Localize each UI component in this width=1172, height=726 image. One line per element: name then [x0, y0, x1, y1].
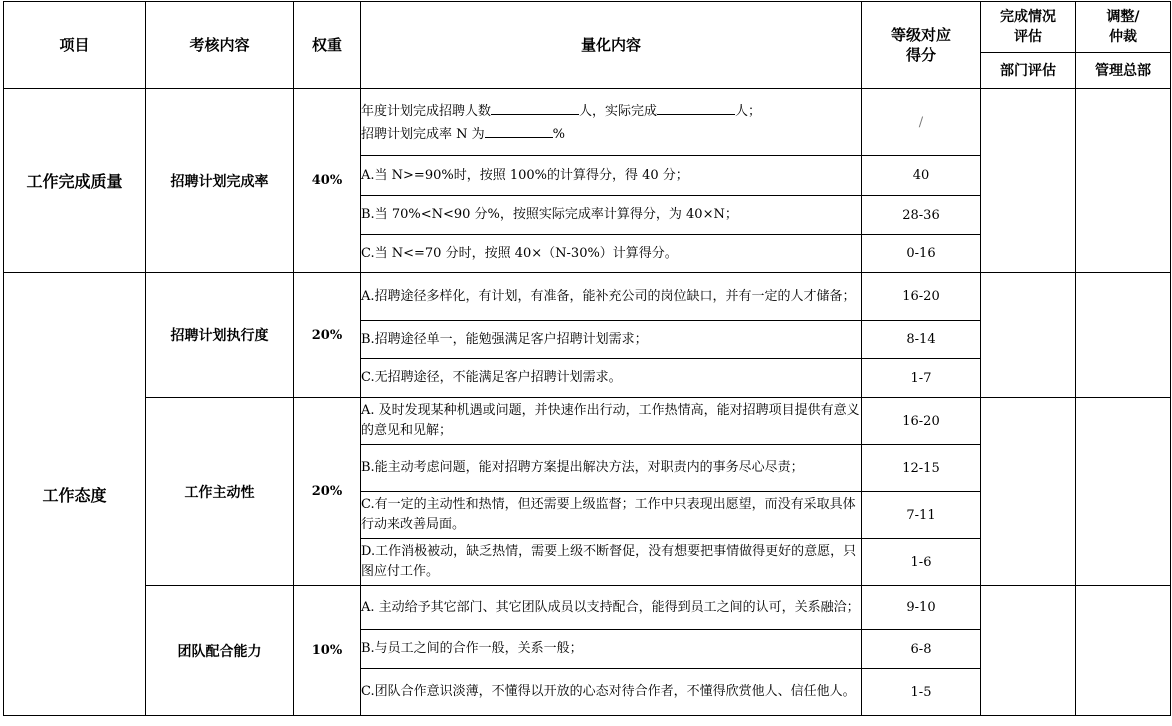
header-dept-eval: 部门评估 — [981, 53, 1076, 89]
score-cell: 16-20 — [862, 398, 981, 445]
header-weight: 权重 — [294, 2, 361, 89]
score-cell: 1-6 — [862, 539, 981, 586]
header-grade — [862, 2, 981, 89]
header-complete — [981, 2, 1076, 53]
header-grade-line2: 得分 — [905, 46, 936, 64]
quant-cell: B.能主动考虑问题，能对招聘方案提出解决方法，对职责内的事务尽心尽责； — [361, 445, 862, 492]
score-cell: 7-11 — [862, 492, 981, 539]
quant-cell: B.当 70%<N<90 分%，按照实际完成率计算得分，为 40×N； — [361, 196, 862, 235]
hq-cell[interactable] — [1076, 273, 1171, 398]
blank-rate — [485, 122, 553, 138]
plan-text-c: 人； — [735, 104, 762, 119]
dept-eval-cell[interactable] — [981, 398, 1076, 586]
criterion-cell: 招聘计划完成率 — [146, 89, 294, 273]
header-adjust — [1076, 2, 1171, 53]
criterion-cell: 团队配合能力 — [146, 586, 294, 716]
header-hq: 管理总部 — [1076, 53, 1171, 89]
quant-cell: A.招聘途径多样化，有计划，有准备，能补充公司的岗位缺口，并有一定的人才储备； — [361, 273, 862, 321]
score-cell: 12-15 — [862, 445, 981, 492]
hq-cell[interactable] — [1076, 398, 1171, 586]
header-complete-line2: 评估 — [1014, 29, 1042, 45]
hq-cell[interactable] — [1076, 89, 1171, 273]
item-cell: 工作态度 — [4, 273, 146, 716]
plan-line-1 — [361, 99, 861, 122]
hq-cell[interactable] — [1076, 586, 1171, 716]
blank-actual-count — [657, 99, 735, 115]
dept-eval-cell[interactable] — [981, 586, 1076, 716]
header-content: 考核内容 — [146, 2, 294, 89]
table-row — [4, 398, 1171, 445]
header-item: 项目 — [4, 2, 146, 89]
quant-cell: A.当 N>=90%时，按照 100%的计算得分，得 40 分； — [361, 156, 862, 196]
score-cell: 1-5 — [862, 669, 981, 716]
quant-cell: B.招聘途径单一，能勉强满足客户招聘计划需求； — [361, 321, 862, 359]
plan-text-b: 人，实际完成 — [579, 104, 658, 119]
score-cell: 0-16 — [862, 235, 981, 273]
quant-cell: A. 主动给予其它部门、其它团队成员以支持配合，能得到员工之间的认可，关系融洽； — [361, 586, 862, 630]
dept-eval-cell[interactable] — [981, 89, 1076, 273]
header-quant: 量化内容 — [361, 2, 862, 89]
blank-planned-count — [491, 99, 579, 115]
quant-cell-plan — [361, 89, 862, 156]
plan-text-a: 年度计划完成招聘人数 — [361, 104, 492, 119]
criterion-cell: 招聘计划执行度 — [146, 273, 294, 398]
table-row — [4, 89, 1171, 156]
criterion-cell: 工作主动性 — [146, 398, 294, 586]
quant-cell: C.当 N<=70 分时，按照 40×（N-30%）计算得分。 — [361, 235, 862, 273]
weight-cell: 20% — [294, 273, 361, 398]
quant-cell: B.与员工之间的合作一般，关系一般； — [361, 630, 862, 669]
header-adjust-line2: 仲裁 — [1109, 29, 1137, 45]
plan-rate-text: 招聘计划完成率 N 为 — [361, 127, 485, 142]
header-adjust-line1: 调整/ — [1106, 9, 1140, 25]
quant-cell: C.有一定的主动性和热情，但还需要上级监督；工作中只表现出愿望，而没有采取具体行动来改善局面。 — [361, 492, 862, 539]
header-grade-line1: 等级对应 — [890, 26, 951, 44]
quant-cell: C.团队合作意识淡薄，不懂得以开放的心态对待合作者，不懂得欣赏他人、信任他人。 — [361, 669, 862, 716]
score-cell: 8-14 — [862, 321, 981, 359]
quant-cell: C.无招聘途径，不能满足客户招聘计划需求。 — [361, 359, 862, 398]
score-cell: / — [862, 89, 981, 156]
table-row — [4, 586, 1171, 630]
weight-cell: 20% — [294, 398, 361, 586]
header-complete-line1: 完成情况 — [1000, 9, 1056, 25]
weight-cell: 40% — [294, 89, 361, 273]
score-cell: 40 — [862, 156, 981, 196]
score-cell: 28-36 — [862, 196, 981, 235]
score-cell: 9-10 — [862, 586, 981, 630]
score-cell: 1-7 — [862, 359, 981, 398]
plan-line-2 — [361, 122, 861, 145]
score-cell: 16-20 — [862, 273, 981, 321]
weight-cell: 10% — [294, 586, 361, 716]
table-row — [4, 273, 1171, 321]
header-row-1 — [4, 2, 1171, 53]
quant-cell: D.工作消极被动，缺乏热情，需要上级不断督促，没有想要把事情做得更好的意愿，只图应付工作。 — [361, 539, 862, 586]
quant-cell: A. 及时发现某种机遇或问题，并快速作出行动，工作热情高，能对招聘项目提供有意义的意见和见解； — [361, 398, 862, 445]
item-cell: 工作完成质量 — [4, 89, 146, 273]
assessment-table — [3, 1, 1171, 716]
plan-rate-unit: % — [552, 127, 565, 142]
score-cell: 6-8 — [862, 630, 981, 669]
dept-eval-cell[interactable] — [981, 273, 1076, 398]
